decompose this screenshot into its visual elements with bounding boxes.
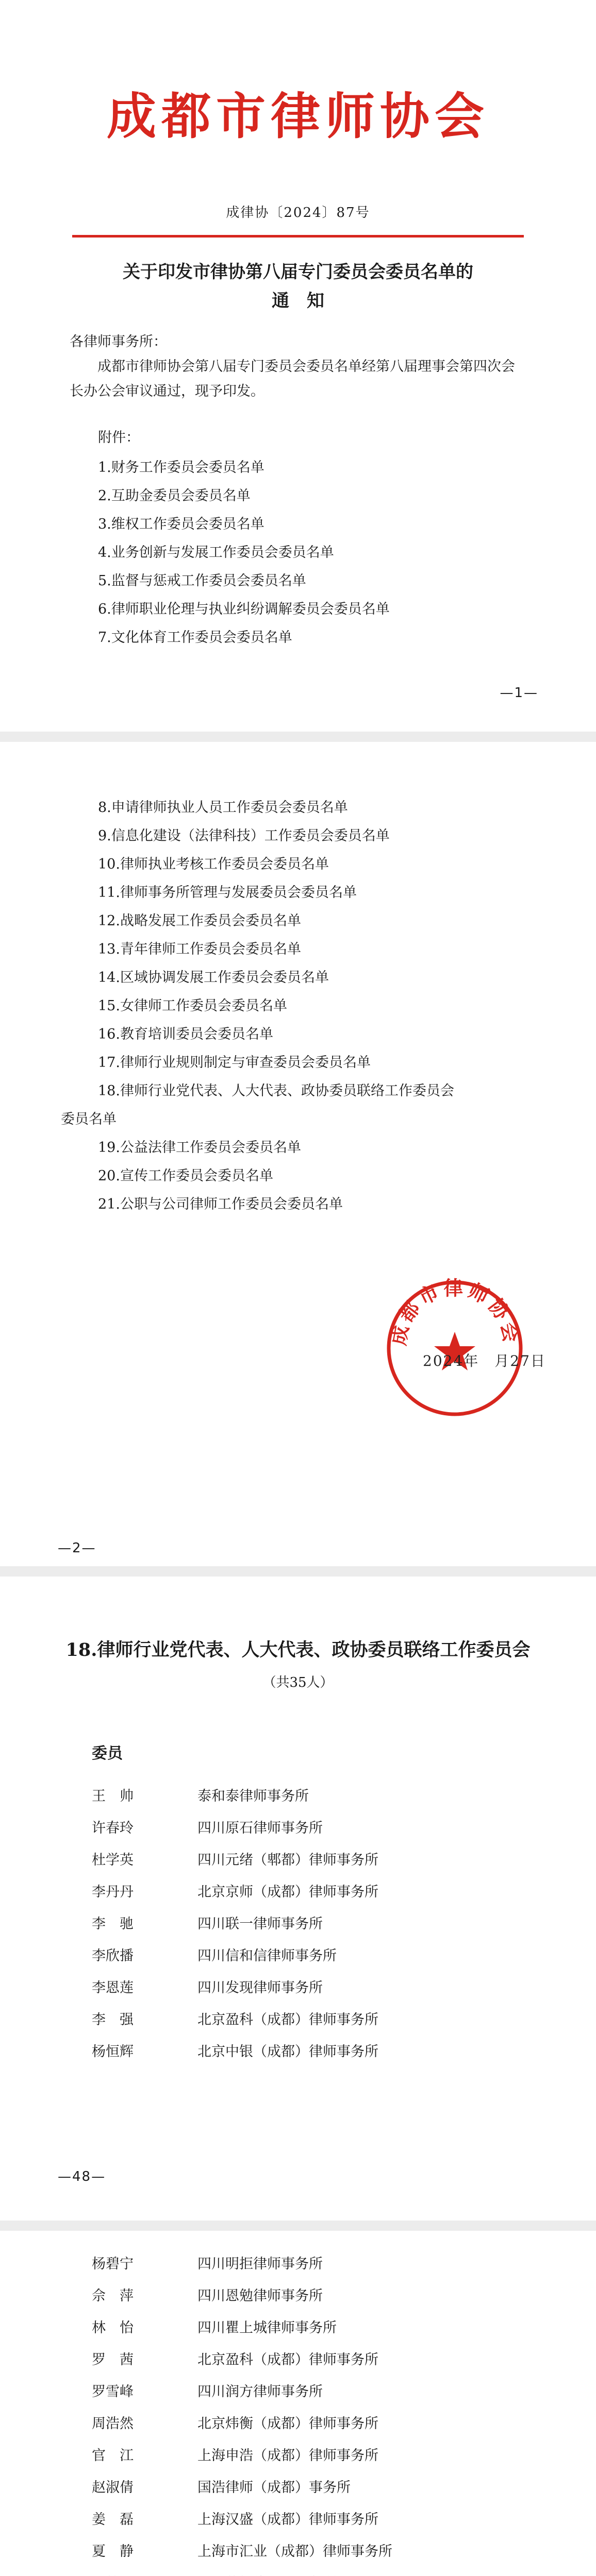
member-row xyxy=(92,2278,504,2310)
member-row xyxy=(92,1938,504,1970)
member-firm xyxy=(197,2572,504,2576)
document-page-2 xyxy=(0,742,596,1566)
member-name: 王 帅 xyxy=(92,1788,134,1804)
attachment-item: 4.业务创新与发展工作委员会委员名单 xyxy=(98,545,334,561)
attachment-item: 7.文化体育工作委员会委员名单 xyxy=(98,630,292,646)
member-name: 李丹丹 xyxy=(92,1884,134,1900)
member-firm: 四川联一律师事务所 xyxy=(197,1916,323,1932)
body-text: 成都市律师协会第八届专门委员会委员名单经第八届理事会第四次会长办公会审议通过，现予印发。 xyxy=(70,359,515,399)
member-row xyxy=(92,1970,504,2002)
attachment-item: 15.女律师工作委员会委员名单 xyxy=(98,998,287,1014)
member-name: 李恩莲 xyxy=(92,1979,134,1996)
member-name: 李欣播 xyxy=(92,1947,134,1964)
seal-org-name: 成都市律师协会 xyxy=(387,1278,523,1347)
member-row xyxy=(92,2502,504,2534)
member-firm: 四川元绪（郫都）律师事务所 xyxy=(197,1852,378,1868)
member-firm: 四川原石律师事务所 xyxy=(197,1820,323,1836)
member-name: 官 江 xyxy=(92,2447,134,2464)
attachment-item: 13.青年律师工作委员会委员名单 xyxy=(98,941,301,957)
page-number: —48— xyxy=(58,2169,106,2184)
notice-title-line2: 通 知 xyxy=(272,291,324,311)
member-row xyxy=(92,2470,504,2502)
member-firm: 四川瞿上城律师事务所 xyxy=(197,2319,337,2336)
attachment-item: 14.区域协调发展工作委员会委员名单 xyxy=(98,970,329,986)
committee-count: （共35人） xyxy=(262,1675,334,1690)
member-firm: 四川明拒律师事务所 xyxy=(197,2256,323,2272)
member-firm: 四川润方律师事务所 xyxy=(197,2383,323,2400)
red-divider xyxy=(72,235,524,238)
member-row xyxy=(92,2342,504,2374)
doc-number: 成律协〔2024〕87号 xyxy=(226,205,370,221)
member-name: 许春玲 xyxy=(92,1820,134,1836)
member-row xyxy=(92,1842,504,1874)
member-name: 杨恒辉 xyxy=(92,2043,134,2060)
attachment-item: 3.维权工作委员会委员名单 xyxy=(98,516,264,532)
member-name: 姜 磊 xyxy=(92,2511,134,2528)
attachment-item: 21.公职与公司律师工作委员会委员名单 xyxy=(98,1196,343,1212)
members-label: 委员 xyxy=(92,1744,123,1762)
official-seal xyxy=(384,1278,526,1419)
attachment-item: 10.律师执业考核工作委员会委员名单 xyxy=(98,856,329,872)
member-row xyxy=(92,2034,504,2066)
document-page-4 xyxy=(0,2231,596,2576)
org-title: 成都市律师协会 xyxy=(107,88,489,145)
member-firm: 北京炜衡（成都）律师事务所 xyxy=(197,2415,378,2432)
member-firm: 北京盈科（成都）律师事务所 xyxy=(197,2351,378,2368)
attachment-item: 1.财务工作委员会委员名单 xyxy=(98,460,264,476)
attachment-item: 2.互助金委员会委员名单 xyxy=(98,488,251,504)
member-row xyxy=(92,1810,504,1842)
attachment-item: 6.律师职业伦理与执业纠纷调解委员会委员名单 xyxy=(98,601,390,617)
member-firm: 北京中银（成都）律师事务所 xyxy=(197,2043,378,2060)
recipient: 各律师事务所： xyxy=(70,334,167,350)
member-firm: 上海汉盛（成都）律师事务所 xyxy=(197,2511,378,2528)
member-name: 林 怡 xyxy=(92,2319,134,2336)
member-firm: 四川信和信律师事务所 xyxy=(197,1947,337,1964)
seal-date: 2024年 月27日 xyxy=(423,1352,546,1369)
member-row xyxy=(92,2566,504,2576)
member-firm: 泰和泰律师事务所 xyxy=(197,1788,309,1804)
member-firm: 北京盈科（成都）律师事务所 xyxy=(197,2011,378,2028)
attachment-item: 9.信息化建设（法律科技）工作委员会委员名单 xyxy=(98,828,390,844)
member-row xyxy=(92,2310,504,2342)
attachment-item: 20.宣传工作委员会委员名单 xyxy=(98,1168,273,1184)
member-firm: 四川发现律师事务所 xyxy=(197,1979,323,1996)
member-row xyxy=(92,2438,504,2470)
member-name: 周浩然 xyxy=(92,2415,134,2432)
member-name: 夏 静 xyxy=(92,2543,134,2560)
attachment-item: 11.律师事务所管理与发展委员会委员名单 xyxy=(98,885,357,901)
member-firm: 国浩律师（成都）事务所 xyxy=(197,2479,351,2496)
member-roster-page3 xyxy=(92,1778,504,2066)
attachment-item: 8.申请律师执业人员工作委员会委员名单 xyxy=(98,800,348,816)
member-row xyxy=(92,2374,504,2406)
member-name: 李 驰 xyxy=(92,1916,134,1932)
member-name: 李 强 xyxy=(92,2011,134,2028)
attachment-list-page1 xyxy=(98,453,541,652)
committee-title: 18.律师行业党代表、人大代表、政协委员联络工作委员会 xyxy=(65,1639,531,1660)
attachments-heading: 附件： xyxy=(98,430,140,446)
member-firm: 上海申浩（成都）律师事务所 xyxy=(197,2447,378,2464)
member-row xyxy=(92,2406,504,2438)
member-firm: 上海市汇业（成都）律师事务所 xyxy=(197,2543,392,2560)
page-number: —2— xyxy=(58,1540,96,1556)
page-number: —1— xyxy=(500,685,538,701)
attachment-item: 19.公益法律工作委员会委员名单 xyxy=(98,1140,301,1156)
member-name xyxy=(92,2572,197,2576)
attachment-item: 16.教育培训委员会委员名单 xyxy=(98,1026,273,1042)
member-name: 杜学英 xyxy=(92,1852,134,1868)
member-row xyxy=(92,1778,504,1810)
attachment-item-continuation: 委员名单 xyxy=(61,1111,117,1127)
member-name: 罗 茜 xyxy=(92,2351,134,2368)
notice-title xyxy=(0,258,596,315)
attachment-item: 12.战略发展工作委员会委员名单 xyxy=(98,913,301,929)
member-name: 佘 萍 xyxy=(92,2287,134,2304)
member-name: 赵淑倩 xyxy=(92,2479,134,2496)
member-row xyxy=(92,2534,504,2566)
member-name: 杨碧宁 xyxy=(92,2256,134,2272)
attachment-item: 18.律师行业党代表、人大代表、政协委员联络工作委员会 xyxy=(98,1083,454,1099)
member-row xyxy=(92,2246,504,2278)
member-firm: 四川恩勉律师事务所 xyxy=(197,2287,323,2304)
member-row xyxy=(92,1906,504,1938)
member-roster-page4 xyxy=(92,2246,504,2576)
member-row xyxy=(92,1874,504,1906)
notice-title-line1: 关于印发市律协第八届专门委员会委员名单的 xyxy=(123,262,473,282)
attachment-item: 5.监督与惩戒工作委员会委员名单 xyxy=(98,573,306,589)
member-firm: 北京京师（成都）律师事务所 xyxy=(197,1884,378,1900)
document-page-1 xyxy=(0,0,596,732)
member-row xyxy=(92,2002,504,2034)
attachment-item: 17.律师行业规则制定与审查委员会委员名单 xyxy=(98,1055,371,1071)
attachment-list-page2 xyxy=(61,793,541,1218)
member-name: 罗雪峰 xyxy=(92,2383,134,2400)
document-page-3 xyxy=(0,1577,596,2221)
